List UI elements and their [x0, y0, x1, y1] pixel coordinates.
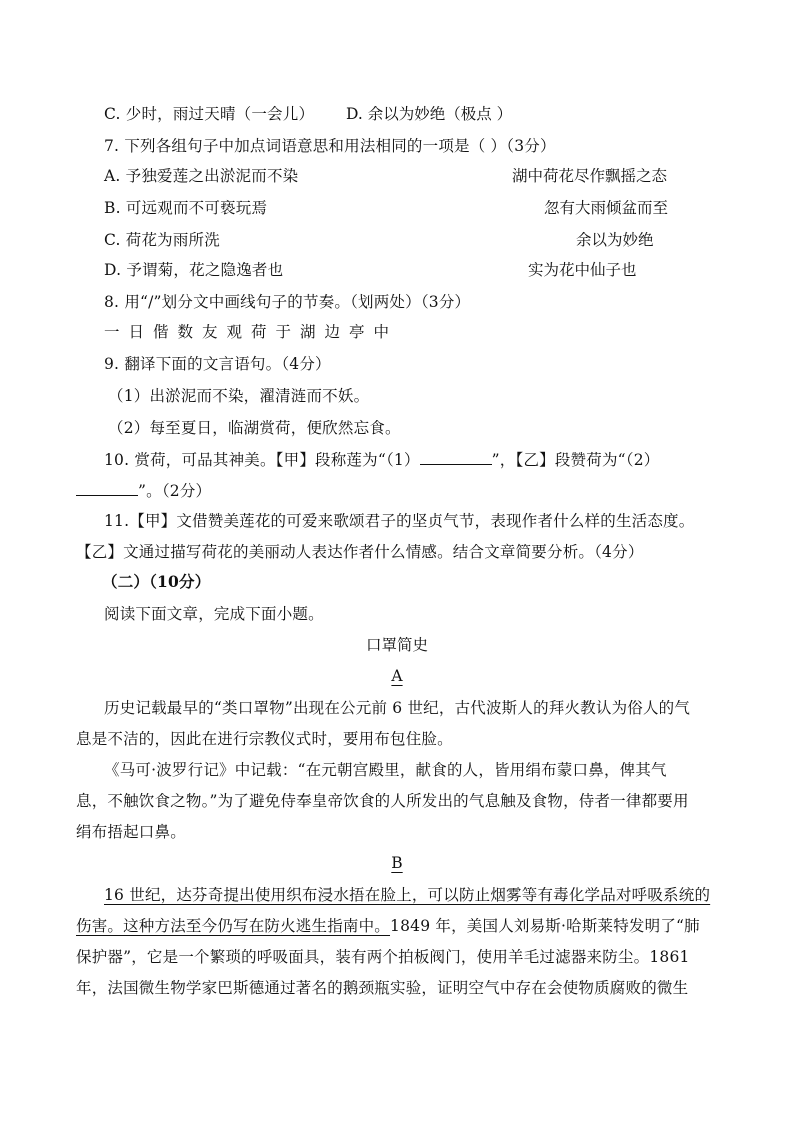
- q10-text-1: 10. 赏荷，可品其神美。【甲】段称莲为“（1）: [104, 451, 420, 469]
- para-b-underlined-sentence: 伤害。这种方法至今仍写在防火逃生指南中。: [76, 917, 391, 935]
- q7-option-c-pair: 余以为妙绝: [576, 231, 654, 249]
- q9-sentence-2: （2）每至夏日，临湖赏荷，便欣然忘食。: [108, 419, 401, 437]
- q10-answer-blank-1[interactable]: [420, 449, 492, 465]
- q6-option-d: D. 余以为妙绝（极点 ）: [346, 105, 513, 123]
- section-heading: （二）（10分）: [102, 572, 211, 591]
- q9-sentence-1: （1）出淤泥而不染，濯清涟而不妖。: [108, 387, 370, 405]
- q10-answer-blank-2[interactable]: [76, 480, 138, 496]
- para-b-line-1-underlined: 16 世纪，达芬奇提出使用织布浸水捂在脸上，可以防止烟雾等有毒化学品对呼吸系统的: [104, 886, 711, 904]
- para-a2-line-1: 《马可·波罗行记》中记载：“在元朝宫殿里，献食的人，皆用绢布蒙口鼻，俾其气: [104, 761, 667, 779]
- q8-sentence: 一日偕数友观荷于湖边亭中: [104, 323, 399, 341]
- para-a1-line-2: 息是不洁的，因此在进行宗教仪式时，要用布包住脸。: [76, 730, 453, 748]
- q10-line-1: [104, 449, 659, 470]
- para-b-line-4: 年，法国微生物学家巴斯德通过著名的鹅颈瓶实验，证明空气中存在会使物质腐败的微生: [76, 979, 689, 997]
- section-b-heading: [0, 853, 794, 873]
- q10-text-3: ”。（2分）: [138, 482, 212, 500]
- para-a2-line-3: 绢布捂起口鼻。: [76, 823, 186, 841]
- q10-text-2: ”，【乙】段赞荷为“（2）: [491, 451, 660, 469]
- article-title: 口罩简史: [365, 636, 428, 654]
- q11-line-1: 11.【甲】文借赞美莲花的可爱来歌颂君子的坚贞气节，表现作者什么样的生活态度。: [104, 512, 695, 530]
- q8-stem: 8. 用“/”划分文中画线句子的节奏。（划两处）（3分）: [104, 293, 471, 311]
- q6-option-c: C. 少时，雨过天晴（一会儿）: [104, 105, 315, 123]
- para-a1-line-1: 历史记载最早的“类口罩物”出现在公元前 6 世纪，古代波斯人的拜火教认为俗人的气: [104, 699, 691, 717]
- section-b-label: B: [391, 854, 403, 872]
- q7-stem: 7. 下列各组句子中加点词语意思和用法相同的一项是（ ）（3分）: [104, 137, 556, 155]
- q7-option-b-pair: 忽有大雨倾盆而至: [544, 199, 669, 217]
- q11-line-2: 【乙】文通过描写荷花的美丽动人表达作者什么情感。结合文章简要分析。（4分）: [76, 543, 644, 561]
- q10-line-2: [76, 480, 211, 501]
- para-b-line-2-rest: 1849 年，美国人刘易斯·哈斯莱特发明了“肺: [390, 917, 700, 935]
- q7-option-a: A. 予独爱莲之出淤泥而不染: [104, 167, 299, 185]
- q7-option-b: B. 可远观而不可亵玩焉: [104, 199, 268, 217]
- section-a-heading: [0, 666, 794, 686]
- q7-option-c: C. 荷花为雨所洗: [104, 231, 220, 249]
- section-instruction: 阅读下面文章，完成下面小题。: [104, 605, 324, 623]
- para-b-line-2: [76, 916, 700, 936]
- q7-option-a-pair: 湖中荷花尽作飘摇之态: [512, 167, 668, 185]
- q9-stem: 9. 翻译下面的文言语句。（4分）: [104, 355, 331, 373]
- q7-option-d: D. 予谓菊，花之隐逸者也: [104, 261, 284, 279]
- para-a2-line-2: 息，不触饮食之物。”为了避免侍奉皇帝饮食的人所发出的气息触及食物，侍者一律都要用: [76, 792, 689, 810]
- q7-option-d-pair: 实为花中仙子也: [528, 261, 637, 279]
- para-b-line-3: 保护器”，它是一个繁琐的呼吸面具，装有两个拍板阀门，使用羊毛过滤器来防尘。1861: [76, 948, 690, 966]
- section-a-label: A: [391, 667, 403, 685]
